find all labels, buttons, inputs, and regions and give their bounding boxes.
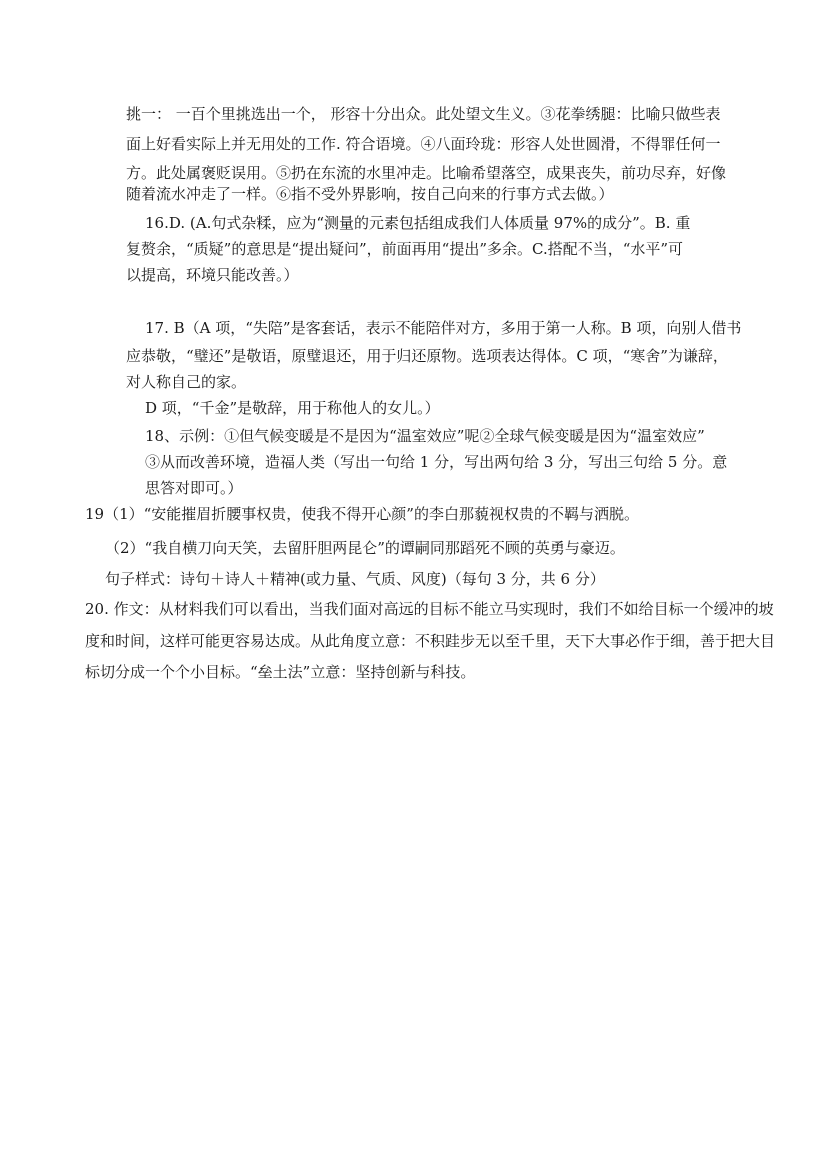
text-line: 应恭敬，“璧还”是敬语，原璧退还，用于归还原物。选项表达得体。C 项，“寒舍”为谦辞，	[126, 347, 728, 365]
text-line: 18、示例：①但气候变暖是不是因为“温室效应”呢②全球气候变暖是因为“温室效应”	[145, 427, 705, 445]
text-line: 句子样式：诗句＋诗人＋精神(或力量、气质、风度)（每句 3 分，共 6 分）	[105, 570, 605, 588]
text-line: 方。此处属褒贬误用。⑤扔在东流的水里冲走。比喻希望落空，成果丧失，前功尽弃，好像	[126, 164, 727, 182]
text-line: D 项，“千金”是敬辞，用于称他人的女儿。）	[145, 399, 440, 417]
text-line: 挑一： 一百个里挑选出一个， 形容十分出众。此处望文生义。③花拳绣腿：比喻只做些表	[126, 105, 721, 123]
text-line: 以提高，环境只能改善。）	[126, 266, 299, 284]
text-line: 20. 作文：从材料我们可以看出，当我们面对高远的目标不能立马实现时，我们不如给目标一个缓冲的坡	[85, 600, 774, 618]
text-line: 面上好看实际上并无用处的工作. 符合语境。④八面玲珑：形容人处世圆滑，不得罪任何一	[126, 135, 721, 153]
text-line: 度和时间，这样可能更容易达成。从此角度立意：不积跬步无以至千里，天下大事必作于细，善于把大目	[85, 632, 776, 650]
text-line: 对人称自己的家。	[126, 373, 247, 391]
text-line: 16.D. (A.句式杂糅，应为“测量的元素包括组成我们人体质量 97%的成分”。B. 重	[145, 214, 691, 232]
text-line: 标切分成一个个小目标。“垒土法”立意：坚持创新与科技。	[85, 663, 476, 681]
text-line: 19（1）“安能摧眉折腰事权贵，使我不得开心颜”的李白那藐视权贵的不羁与洒脱。	[85, 505, 639, 523]
text-line: 复赘余，“质疑”的意思是“提出疑问”，前面再用“提出”多余。C.搭配不当，“水平”可	[126, 240, 684, 258]
text-line: 17. B（A 项，“失陪”是客套话，表示不能陪伴对方，多用于第一人称。B 项，向别人借书	[145, 319, 742, 337]
text-line: 随着流水冲走了一样。⑥指不受外界影响，按自己向来的行事方式去做。）	[126, 185, 614, 203]
text-line: （2）“我自横刀向天笑，去留肝胆两昆仑”的谭嗣同那蹈死不顾的英勇与豪迈。	[105, 539, 625, 557]
text-line: 思答对即可。）	[145, 479, 243, 497]
text-line: ③从而改善环境，造福人类（写出一句给 1 分，写出两句给 3 分，写出三句给 5 分。意	[145, 453, 728, 471]
